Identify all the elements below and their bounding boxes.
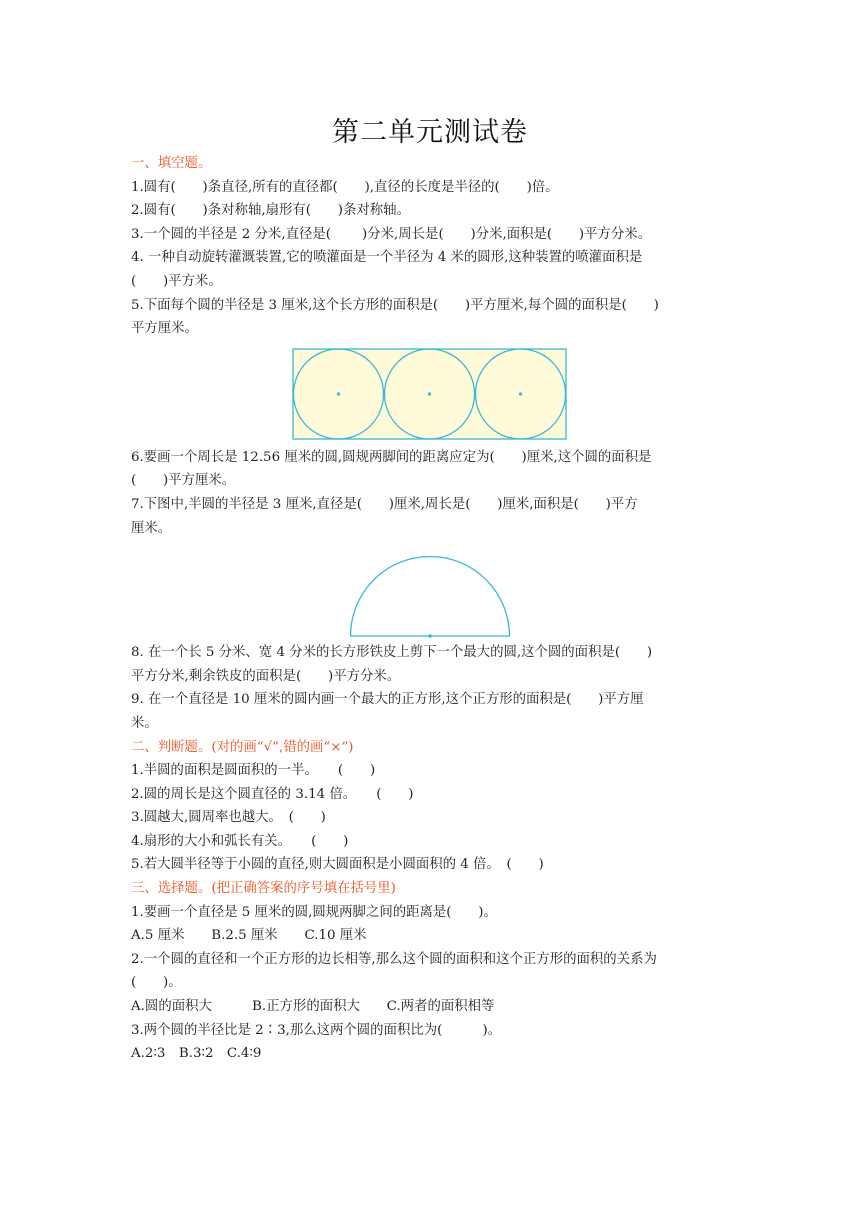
worksheet-body xyxy=(131,152,741,1066)
semicircle-figure xyxy=(349,555,511,639)
question-1-8-line1: 8. 在一个长 5 分米、宽 4 分米的长方形铁皮上剪下一个最大的圆,这个圆的面积是( ) xyxy=(131,645,653,661)
question-3-2-line2: ( )。 xyxy=(131,975,182,991)
question-2-3: 3.圆越大,圆周率也越大。 ( ) xyxy=(131,810,326,826)
question-3-3-options: A.2∶3 B.3∶2 C.4∶9 xyxy=(131,1046,262,1062)
question-1-6-line2: ( )平方厘米。 xyxy=(131,473,236,489)
center-dot-middle xyxy=(428,392,431,395)
question-1-3: 3.一个圆的半径是 2 分米,直径是( )分米,周长是( )分米,面积是( )平方分米。 xyxy=(131,226,652,242)
rectangle-three-circles-figure xyxy=(292,348,568,442)
question-1-5-line2: 平方厘米。 xyxy=(131,321,198,337)
question-1-6-line1: 6.要画一个周长是 12.56 厘米的圆,圆规两脚间的距离应定为( )厘米,这个圆的面积是 xyxy=(131,449,652,465)
question-1-4-line2: ( )平方米。 xyxy=(131,273,222,289)
center-dot-left xyxy=(337,392,340,395)
question-2-5: 5.若大圆半径等于小圆的直径,则大圆面积是小圆面积的 4 倍。 ( ) xyxy=(131,857,544,873)
section-heading-true-false: 二、判断题。(对的画“√”,错的画“×”) xyxy=(131,739,354,755)
question-1-2: 2.圆有( )条对称轴,扇形有( )条对称轴。 xyxy=(131,203,410,219)
question-3-1-options: A.5 厘米 B.2.5 厘米 C.10 厘米 xyxy=(131,928,367,944)
question-1-4-line1: 4. 一种自动旋转灌溉装置,它的喷灌面是一个半径为 4 米的圆形,这种装置的喷灌面积是 xyxy=(131,250,643,266)
question-1-9-line1: 9. 在一个直径是 10 厘米的圆内画一个最大的正方形,这个正方形的面积是( )平方厘 xyxy=(131,692,644,708)
section-heading-fill-in: 一、填空题。 xyxy=(131,156,212,171)
question-2-4: 4.扇形的大小和弧长有关。 ( ) xyxy=(131,833,349,849)
question-1-9-line2: 米。 xyxy=(131,715,158,731)
question-1-7-line1: 7.下图中,半圆的半径是 3 厘米,直径是( )厘米,周长是( )厘米,面积是( )平方 xyxy=(131,496,638,512)
question-1-1: 1.圆有( )条直径,所有的直径都( ),直径的长度是半径的( )倍。 xyxy=(131,179,559,195)
semicircle-shape xyxy=(351,557,510,637)
question-1-8-line2: 平方分米,剩余铁皮的面积是( )平方分米。 xyxy=(131,668,401,684)
section-heading-multiple-choice: 三、选择题。(把正确答案的序号填在括号里) xyxy=(131,881,396,897)
question-1-7-line2: 厘米。 xyxy=(131,520,172,536)
center-dot-semicircle xyxy=(428,634,432,638)
question-1-5-line1: 5.下面每个圆的半径是 3 厘米,这个长方形的面积是( )平方厘米,每个圆的面积是( ) xyxy=(131,297,659,313)
question-3-3: 3.两个圆的半径比是 2∶3,那么这两个圆的面积比为( )。 xyxy=(131,1022,502,1038)
question-3-1: 1.要画一个直径是 5 厘米的圆,圆规两脚之间的距离是( )。 xyxy=(131,904,497,920)
page-title: 第二单元测试卷 xyxy=(332,117,528,148)
question-2-2: 2.圆的周长是这个圆直径的 3.14 倍。 ( ) xyxy=(131,786,414,802)
center-dot-right xyxy=(519,392,522,395)
question-2-1: 1.半圆的面积是圆面积的一半。 ( ) xyxy=(131,763,376,779)
question-3-2-line1: 2.一个圆的直径和一个正方形的边长相等,那么这个圆的面积和这个正方形的面积的关系为 xyxy=(131,951,657,967)
question-3-2-options: A.圆的面积大 B.正方形的面积大 C.两者的面积相等 xyxy=(131,999,495,1015)
